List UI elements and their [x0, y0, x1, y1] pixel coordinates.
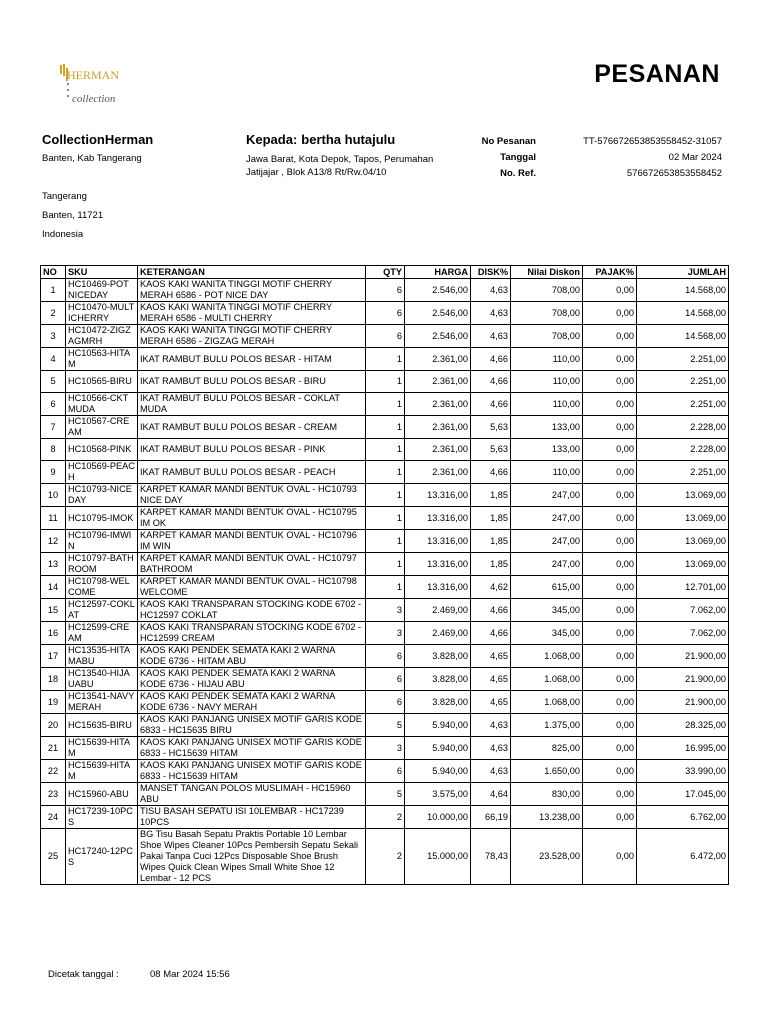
cell-total: 21.900,00 — [637, 645, 729, 668]
col-header-disc-pct: DISK% — [471, 266, 511, 279]
cell-discount-value: 110,00 — [511, 393, 583, 416]
table-row — [41, 507, 729, 530]
table-row — [41, 737, 729, 760]
cell-description: IKAT RAMBUT BULU POLOS BESAR - COKLAT MUDA — [138, 393, 366, 416]
cell-no: 3 — [41, 325, 66, 348]
cell-no: 10 — [41, 484, 66, 507]
table-row — [41, 714, 729, 737]
cell-no: 21 — [41, 737, 66, 760]
buyer-block — [246, 132, 458, 179]
cell-price: 2.361,00 — [405, 371, 471, 393]
cell-qty: 3 — [366, 622, 405, 645]
table-row — [41, 439, 729, 461]
cell-discount-value: 830,00 — [511, 783, 583, 806]
cell-total: 6.762,00 — [637, 806, 729, 829]
cell-discount-pct: 66,19 — [471, 806, 511, 829]
brand-logo — [54, 62, 124, 108]
cell-description: IKAT RAMBUT BULU POLOS BESAR - CREAM — [138, 416, 366, 439]
cell-price: 2.361,00 — [405, 393, 471, 416]
table-row — [41, 576, 729, 599]
cell-total: 13.069,00 — [637, 553, 729, 576]
cell-discount-pct: 4,62 — [471, 576, 511, 599]
logo-sub-text: collection — [72, 93, 116, 105]
buyer-heading — [246, 132, 458, 147]
cell-description: KAOS KAKI PENDEK SEMATA KAKI 2 WARNA KODE 6736 - NAVY MERAH — [138, 691, 366, 714]
cell-price: 10.000,00 — [405, 806, 471, 829]
cell-description: IKAT RAMBUT BULU POLOS BESAR - HITAM — [138, 348, 366, 371]
table-row — [41, 553, 729, 576]
cell-qty: 1 — [366, 439, 405, 461]
cell-description: KARPET KAMAR MANDI BENTUK OVAL - HC10793 NICE DAY — [138, 484, 366, 507]
table-body — [41, 279, 729, 885]
table-row — [41, 691, 729, 714]
table-row — [41, 461, 729, 484]
cell-discount-pct: 5,63 — [471, 416, 511, 439]
cell-discount-value: 615,00 — [511, 576, 583, 599]
cell-description: KARPET KAMAR MANDI BENTUK OVAL - HC10798 WELCOME — [138, 576, 366, 599]
cell-discount-pct: 4,64 — [471, 783, 511, 806]
cell-sku: HC10797-BATHROOM — [66, 553, 138, 576]
cell-price: 13.316,00 — [405, 576, 471, 599]
col-header-disc-val: Nilai Diskon — [511, 266, 583, 279]
printed-label: Dicetak tanggal : — [48, 969, 119, 980]
cell-sku: HC10563-HITAM — [66, 348, 138, 371]
cell-no: 5 — [41, 371, 66, 393]
cell-description: KAOS KAKI TRANSPARAN STOCKING KODE 6702 - HC12597 COKLAT — [138, 599, 366, 622]
table-row — [41, 806, 729, 829]
cell-tax: 0,00 — [583, 783, 637, 806]
cell-qty: 1 — [366, 530, 405, 553]
cell-qty: 6 — [366, 645, 405, 668]
order-ref-row — [466, 165, 722, 181]
cell-discount-value: 1.068,00 — [511, 691, 583, 714]
cell-price: 2.361,00 — [405, 348, 471, 371]
cell-total: 21.900,00 — [637, 668, 729, 691]
cell-description: BG Tisu Basah Sepatu Praktis Portable 10 Lembar Shoe Wipes Cleaner 10Pcs Pembersih Sepatu Sekali Pakai Tanpa Cuci 12Pcs Disposable Shoe Brush Wipes Quick Clean Wipes Small White Shoe 12 Lembar - 12 PCS — [138, 829, 366, 885]
cell-description: KARPET KAMAR MANDI BENTUK OVAL - HC10795 IM OK — [138, 507, 366, 530]
cell-discount-value: 13.238,00 — [511, 806, 583, 829]
cell-total: 2.228,00 — [637, 439, 729, 461]
order-date-row — [466, 149, 722, 165]
cell-description: IKAT RAMBUT BULU POLOS BESAR - PEACH — [138, 461, 366, 484]
order-number-value: TT-576672653853558452-31057 — [583, 135, 722, 147]
cell-discount-pct: 4,63 — [471, 279, 511, 302]
cell-discount-pct: 4,66 — [471, 348, 511, 371]
cell-total: 2.251,00 — [637, 393, 729, 416]
cell-discount-value: 133,00 — [511, 416, 583, 439]
cell-price: 2.469,00 — [405, 622, 471, 645]
cell-qty: 1 — [366, 416, 405, 439]
cell-qty: 6 — [366, 760, 405, 783]
cell-discount-pct: 4,63 — [471, 737, 511, 760]
seller-country: Indonesia — [42, 229, 84, 240]
cell-qty: 5 — [366, 714, 405, 737]
cell-qty: 1 — [366, 553, 405, 576]
cell-discount-value: 345,00 — [511, 622, 583, 645]
cell-no: 24 — [41, 806, 66, 829]
cell-no: 16 — [41, 622, 66, 645]
cell-no: 9 — [41, 461, 66, 484]
cell-sku: HC15639-HITAM — [66, 760, 138, 783]
cell-discount-pct: 4,66 — [471, 371, 511, 393]
cell-discount-value: 345,00 — [511, 599, 583, 622]
cell-no: 23 — [41, 783, 66, 806]
cell-price: 5.940,00 — [405, 737, 471, 760]
cell-discount-value: 110,00 — [511, 348, 583, 371]
cell-discount-value: 1.068,00 — [511, 645, 583, 668]
cell-sku: HC10568-PINK — [66, 439, 138, 461]
cell-qty: 6 — [366, 691, 405, 714]
cell-sku: HC10469-POTNICEDAY — [66, 279, 138, 302]
cell-sku: HC13535-HITAMABU — [66, 645, 138, 668]
seller-address — [42, 187, 103, 244]
cell-no: 19 — [41, 691, 66, 714]
cell-tax: 0,00 — [583, 325, 637, 348]
cell-sku: HC10796-IMWIN — [66, 530, 138, 553]
cell-qty: 1 — [366, 371, 405, 393]
cell-description: IKAT RAMBUT BULU POLOS BESAR - PINK — [138, 439, 366, 461]
cell-price: 5.940,00 — [405, 760, 471, 783]
cell-price: 2.469,00 — [405, 599, 471, 622]
cell-qty: 2 — [366, 829, 405, 885]
cell-tax: 0,00 — [583, 576, 637, 599]
cell-discount-pct: 4,66 — [471, 393, 511, 416]
cell-no: 11 — [41, 507, 66, 530]
cell-qty: 1 — [366, 576, 405, 599]
cell-description: KARPET KAMAR MANDI BENTUK OVAL - HC10797 BATHROOM — [138, 553, 366, 576]
cell-sku: HC10565-BIRU — [66, 371, 138, 393]
col-header-desc: KETERANGAN — [138, 266, 366, 279]
cell-discount-value: 1.650,00 — [511, 760, 583, 783]
cell-description: IKAT RAMBUT BULU POLOS BESAR - BIRU — [138, 371, 366, 393]
cell-price: 2.546,00 — [405, 279, 471, 302]
table-row — [41, 783, 729, 806]
cell-description: KAOS KAKI PANJANG UNISEX MOTIF GARIS KODE 6833 - HC15635 BIRU — [138, 714, 366, 737]
cell-tax: 0,00 — [583, 668, 637, 691]
cell-discount-value: 133,00 — [511, 439, 583, 461]
cell-discount-pct: 1,85 — [471, 484, 511, 507]
cell-price: 3.575,00 — [405, 783, 471, 806]
table-row — [41, 530, 729, 553]
cell-tax: 0,00 — [583, 461, 637, 484]
cell-no: 18 — [41, 668, 66, 691]
cell-description: KAOS KAKI PENDEK SEMATA KAKI 2 WARNA KODE 6736 - HIJAU ABU — [138, 668, 366, 691]
cell-sku: HC10569-PEACH — [66, 461, 138, 484]
cell-tax: 0,00 — [583, 829, 637, 885]
col-header-qty: QTY — [366, 266, 405, 279]
table-row — [41, 668, 729, 691]
cell-total: 13.069,00 — [637, 484, 729, 507]
cell-discount-value: 247,00 — [511, 484, 583, 507]
cell-discount-pct: 4,63 — [471, 714, 511, 737]
col-header-no: NO — [41, 266, 66, 279]
cell-discount-value: 247,00 — [511, 507, 583, 530]
table-row — [41, 645, 729, 668]
cell-sku: HC13540-HIJAUABU — [66, 668, 138, 691]
cell-sku: HC10567-CREAM — [66, 416, 138, 439]
order-ref-value: 576672653853558452 — [626, 167, 722, 179]
cell-description: KAOS KAKI PANJANG UNISEX MOTIF GARIS KODE 6833 - HC15639 HITAM — [138, 760, 366, 783]
table-row — [41, 279, 729, 302]
cell-tax: 0,00 — [583, 553, 637, 576]
cell-discount-value: 110,00 — [511, 461, 583, 484]
cell-sku: HC13541-NAVYMERAH — [66, 691, 138, 714]
order-items-table — [40, 265, 729, 885]
cell-description: KAOS KAKI WANITA TINGGI MOTIF CHERRY MERAH 6586 - ZIGZAG MERAH — [138, 325, 366, 348]
cell-tax: 0,00 — [583, 393, 637, 416]
cell-description: MANSET TANGAN POLOS MUSLIMAH - HC15960 ABU — [138, 783, 366, 806]
table-row — [41, 348, 729, 371]
cell-sku: HC10798-WELCOME — [66, 576, 138, 599]
cell-qty: 2 — [366, 806, 405, 829]
cell-no: 8 — [41, 439, 66, 461]
cell-sku: HC15635-BIRU — [66, 714, 138, 737]
cell-no: 17 — [41, 645, 66, 668]
seller-region: Banten, Kab Tangerang — [42, 153, 142, 164]
cell-qty: 3 — [366, 737, 405, 760]
cell-price: 13.316,00 — [405, 553, 471, 576]
cell-no: 4 — [41, 348, 66, 371]
cell-total: 2.251,00 — [637, 461, 729, 484]
table-row — [41, 302, 729, 325]
cell-tax: 0,00 — [583, 439, 637, 461]
table-row — [41, 416, 729, 439]
cell-description: KAOS KAKI WANITA TINGGI MOTIF CHERRY MERAH 6586 - MULTI CHERRY — [138, 302, 366, 325]
cell-total: 13.069,00 — [637, 507, 729, 530]
cell-discount-pct: 4,63 — [471, 325, 511, 348]
col-header-sku: SKU — [66, 266, 138, 279]
cell-tax: 0,00 — [583, 348, 637, 371]
cell-discount-pct: 4,66 — [471, 461, 511, 484]
cell-discount-pct: 1,85 — [471, 507, 511, 530]
table-header-row — [41, 266, 729, 279]
cell-discount-value: 708,00 — [511, 302, 583, 325]
cell-price: 13.316,00 — [405, 507, 471, 530]
order-meta — [466, 133, 722, 181]
cell-discount-pct: 5,63 — [471, 439, 511, 461]
cell-total: 14.568,00 — [637, 279, 729, 302]
cell-qty: 6 — [366, 302, 405, 325]
cell-price: 5.940,00 — [405, 714, 471, 737]
table-row — [41, 325, 729, 348]
cell-price: 3.828,00 — [405, 691, 471, 714]
cell-sku: HC15639-HITAM — [66, 737, 138, 760]
cell-description: KAOS KAKI PENDEK SEMATA KAKI 2 WARNA KODE 6736 - HITAM ABU — [138, 645, 366, 668]
cell-no: 13 — [41, 553, 66, 576]
table-row — [41, 371, 729, 393]
cell-price: 2.361,00 — [405, 439, 471, 461]
cell-tax: 0,00 — [583, 760, 637, 783]
cell-discount-value: 23.528,00 — [511, 829, 583, 885]
cell-tax: 0,00 — [583, 507, 637, 530]
cell-total: 14.568,00 — [637, 325, 729, 348]
cell-total: 2.251,00 — [637, 348, 729, 371]
cell-qty: 1 — [366, 393, 405, 416]
cell-tax: 0,00 — [583, 737, 637, 760]
cell-no: 6 — [41, 393, 66, 416]
col-header-price: HARGA — [405, 266, 471, 279]
cell-sku: HC10566-CKTMUDA — [66, 393, 138, 416]
cell-no: 2 — [41, 302, 66, 325]
cell-discount-value: 708,00 — [511, 279, 583, 302]
cell-total: 13.069,00 — [637, 530, 729, 553]
cell-total: 2.251,00 — [637, 371, 729, 393]
cell-discount-pct: 4,63 — [471, 302, 511, 325]
cell-description: KAOS KAKI WANITA TINGGI MOTIF CHERRY MERAH 6586 - POT NICE DAY — [138, 279, 366, 302]
cell-total: 7.062,00 — [637, 622, 729, 645]
cell-discount-pct: 78,43 — [471, 829, 511, 885]
cell-no: 25 — [41, 829, 66, 885]
cell-total: 2.228,00 — [637, 416, 729, 439]
document-title: PESANAN — [594, 60, 720, 88]
cell-tax: 0,00 — [583, 416, 637, 439]
cell-no: 14 — [41, 576, 66, 599]
cell-tax: 0,00 — [583, 714, 637, 737]
seller-province-zip: Banten, 11721 — [42, 210, 104, 221]
cell-tax: 0,00 — [583, 530, 637, 553]
table-row — [41, 760, 729, 783]
cell-discount-value: 1.068,00 — [511, 668, 583, 691]
cell-price: 3.828,00 — [405, 668, 471, 691]
cell-description: KARPET KAMAR MANDI BENTUK OVAL - HC10796 IM WIN — [138, 530, 366, 553]
cell-tax: 0,00 — [583, 806, 637, 829]
cell-price: 15.000,00 — [405, 829, 471, 885]
cell-price: 13.316,00 — [405, 484, 471, 507]
cell-qty: 6 — [366, 325, 405, 348]
table-row — [41, 622, 729, 645]
printed-value: 08 Mar 2024 15:56 — [150, 969, 230, 980]
cell-discount-value: 247,00 — [511, 553, 583, 576]
cell-qty: 3 — [366, 599, 405, 622]
order-number-label: No Pesanan — [481, 135, 536, 147]
seller-name: CollectionHerman — [42, 132, 154, 147]
table-row — [41, 393, 729, 416]
cell-qty: 6 — [366, 668, 405, 691]
cell-sku: HC10472-ZIGZAGMRH — [66, 325, 138, 348]
seller-city: Tangerang — [42, 191, 87, 202]
cell-qty: 5 — [366, 783, 405, 806]
cell-sku: HC17240-12PCS — [66, 829, 138, 885]
cell-total: 16.995,00 — [637, 737, 729, 760]
cell-tax: 0,00 — [583, 622, 637, 645]
cell-price: 2.546,00 — [405, 302, 471, 325]
cell-total: 17.045,00 — [637, 783, 729, 806]
cell-qty: 6 — [366, 279, 405, 302]
buyer-name: bertha hutajulu — [301, 132, 396, 147]
cell-price: 2.361,00 — [405, 461, 471, 484]
cell-qty: 1 — [366, 348, 405, 371]
cell-no: 20 — [41, 714, 66, 737]
cell-no: 7 — [41, 416, 66, 439]
cell-total: 21.900,00 — [637, 691, 729, 714]
cell-tax: 0,00 — [583, 302, 637, 325]
cell-discount-value: 110,00 — [511, 371, 583, 393]
cell-sku: HC10793-NICEDAY — [66, 484, 138, 507]
cell-tax: 0,00 — [583, 599, 637, 622]
cell-description: KAOS KAKI TRANSPARAN STOCKING KODE 6702 - HC12599 CREAM — [138, 622, 366, 645]
cell-tax: 0,00 — [583, 645, 637, 668]
cell-price: 2.361,00 — [405, 416, 471, 439]
cell-price: 2.546,00 — [405, 325, 471, 348]
cell-sku: HC15960-ABU — [66, 783, 138, 806]
cell-total: 14.568,00 — [637, 302, 729, 325]
cell-sku: HC12599-CREAM — [66, 622, 138, 645]
col-header-total: JUMLAH — [637, 266, 729, 279]
order-date-label: Tanggal — [500, 151, 536, 163]
cell-description: KAOS KAKI PANJANG UNISEX MOTIF GARIS KODE 6833 - HC15639 HITAM — [138, 737, 366, 760]
cell-discount-pct: 1,85 — [471, 553, 511, 576]
cell-no: 15 — [41, 599, 66, 622]
cell-no: 1 — [41, 279, 66, 302]
cell-tax: 0,00 — [583, 484, 637, 507]
cell-total: 7.062,00 — [637, 599, 729, 622]
cell-no: 12 — [41, 530, 66, 553]
order-ref-label: No. Ref. — [500, 167, 536, 179]
buyer-label: Kepada: — [246, 132, 298, 147]
logo-brand-text: HERMAN — [67, 68, 120, 82]
cell-price: 13.316,00 — [405, 530, 471, 553]
cell-no: 22 — [41, 760, 66, 783]
cell-total: 33.990,00 — [637, 760, 729, 783]
cell-sku: HC12597-COKLAT — [66, 599, 138, 622]
logo-graphic — [54, 62, 124, 108]
cell-total: 28.325,00 — [637, 714, 729, 737]
cell-discount-pct: 4,66 — [471, 599, 511, 622]
printed-timestamp — [48, 969, 230, 980]
cell-sku: HC17239-10PCS — [66, 806, 138, 829]
cell-sku: HC10470-MULTICHERRY — [66, 302, 138, 325]
cell-tax: 0,00 — [583, 691, 637, 714]
col-header-tax: PAJAK% — [583, 266, 637, 279]
buyer-address: Jawa Barat, Kota Depok, Tapos, Perumahan Jatijajar , Blok A13/8 Rt/Rw.04/10 — [246, 154, 434, 178]
cell-discount-pct: 1,85 — [471, 530, 511, 553]
cell-discount-pct: 4,65 — [471, 691, 511, 714]
cell-total: 12.701,00 — [637, 576, 729, 599]
cell-discount-value: 708,00 — [511, 325, 583, 348]
table-row — [41, 829, 729, 885]
order-date-value: 02 Mar 2024 — [668, 151, 722, 163]
cell-discount-pct: 4,66 — [471, 622, 511, 645]
cell-tax: 0,00 — [583, 279, 637, 302]
cell-discount-value: 825,00 — [511, 737, 583, 760]
cell-discount-pct: 4,65 — [471, 645, 511, 668]
cell-qty: 1 — [366, 461, 405, 484]
cell-qty: 1 — [366, 484, 405, 507]
cell-discount-value: 247,00 — [511, 530, 583, 553]
cell-description: TISU BASAH SEPATU ISI 10LEMBAR - HC17239 10PCS — [138, 806, 366, 829]
cell-total: 6.472,00 — [637, 829, 729, 885]
cell-sku: HC10795-IMOK — [66, 507, 138, 530]
cell-qty: 1 — [366, 507, 405, 530]
cell-tax: 0,00 — [583, 371, 637, 393]
cell-price: 3.828,00 — [405, 645, 471, 668]
table-row — [41, 484, 729, 507]
cell-discount-pct: 4,65 — [471, 668, 511, 691]
order-number-row — [466, 133, 722, 149]
cell-discount-pct: 4,63 — [471, 760, 511, 783]
cell-discount-value: 1.375,00 — [511, 714, 583, 737]
table-row — [41, 599, 729, 622]
